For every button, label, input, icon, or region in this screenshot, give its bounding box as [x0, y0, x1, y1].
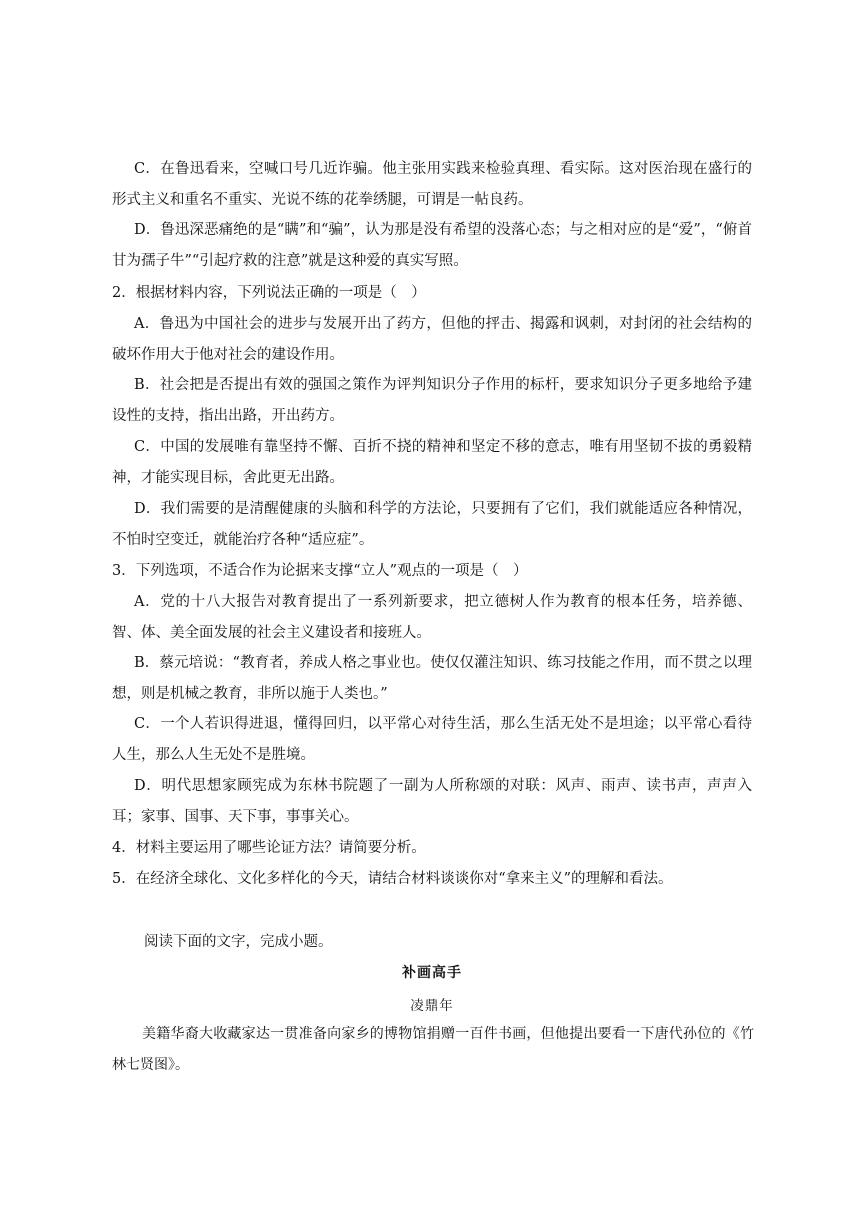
option-1d: D．鲁迅深恶痛绝的是“瞒”和“骗”，认为那是没有希望的没落心态；与之相对应的是“爱”，“俯首甘为孺子牛”“引起疗救的注意”就是这种爱的真实写照。 [112, 222, 752, 269]
option-2b: B．社会把是否提出有效的强国之策作为评判知识分子作用的标杆，要求知识分子更多地给予建设性的支持，指出出路，开出药方。 [112, 377, 752, 424]
reading-instruction: 阅读下面的文字，完成小题。 [144, 934, 333, 950]
story-author: 凌鼎年 [410, 998, 454, 1014]
question-2-stem: 2．根据材料内容，下列说法正确的一项是（ ） [112, 285, 426, 301]
question-3-stem: 3．下列选项，不适合作为论据来支撑“立人”观点的一项是（ ） [112, 563, 528, 579]
option-3a: A．党的十八大报告对教育提出了一系列新要求，把立德树人作为教育的根本任务，培养德、智、体、美全面发展的社会主义建设者和接班人。 [112, 594, 752, 641]
option-3c: C．一个人若识得进退，懂得回归，以平常心对待生活，那么生活无处不是坦途；以平常心看待人生，那么人生无处不是胜境。 [112, 716, 752, 763]
option-2c: C．中国的发展唯有靠坚持不懈、百折不挠的精神和坚定不移的意志，唯有用坚韧不拔的勇毅精神，才能实现目标，舍此更无出路。 [112, 439, 752, 486]
option-2a: A．鲁迅为中国社会的进步与发展开出了药方，但他的抨击、揭露和讽刺，对封闭的社会结构的破坏作用大于他对社会的建设作用。 [112, 316, 752, 363]
option-3d: D．明代思想家顾宪成为东林书院题了一副为人所称颂的对联：风声、雨声、读书声，声声入耳；家事、国事、天下事，事事关心。 [112, 778, 752, 825]
story-title: 补画高手 [402, 965, 462, 981]
question-5: 5．在经济全球化、文化多样化的今天，请结合材料谈谈你对“拿来主义”的理解和看法。 [112, 871, 673, 887]
option-1c: C．在鲁迅看来，空喊口号几近诈骗。他主张用实践来检验真理、看实际。这对医治现在盛行的形式主义和重名不重实、光说不练的花拳绣腿，可谓是一帖良药。 [112, 161, 752, 208]
option-2d: D．我们需要的是清醒健康的头脑和科学的方法论，只要拥有了它们，我们就能适应各种情况，不怕时空变迁，就能治疗各种“适应症”。 [112, 501, 752, 548]
option-3b: B．蔡元培说：“教育者，养成人格之事业也。使仅仅灌注知识、练习技能之作用，而不贯之以理想，则是机械之教育，非所以施于人类也。” [112, 655, 752, 702]
question-4: 4．材料主要运用了哪些论证方法？请简要分析。 [112, 840, 426, 856]
story-paragraph: 美籍华裔大收藏家达一贯准备向家乡的博物馆捐赠一百件书画，但他提出要看一下唐代孙位的《竹林七贤图》。 [112, 1026, 754, 1073]
